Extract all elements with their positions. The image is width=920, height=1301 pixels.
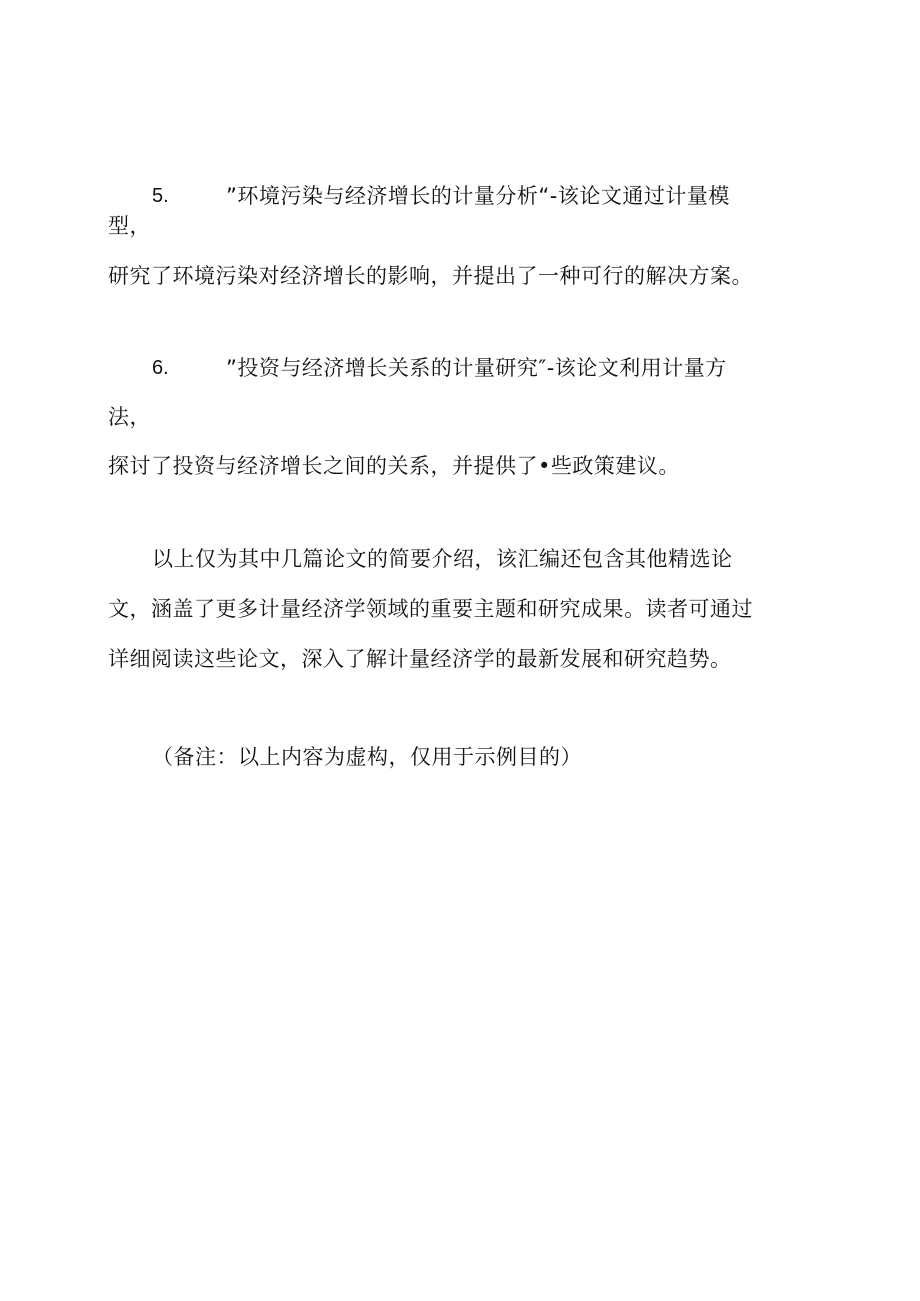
- item-number: 5.: [152, 185, 169, 207]
- summary-paragraph-line: 文，涵盖了更多计量经济学领域的重要主题和研究成果。读者可通过: [108, 597, 753, 621]
- item-title-line: ”投资与经济增长关系的计量研究″-该论文利用计量方: [226, 356, 727, 380]
- item-description: 探讨了投资与经济增长之间的关系，并提供了•些政策建议。: [108, 454, 680, 478]
- summary-paragraph-line: 以上仅为其中几篇论文的简要介绍，该汇编还包含其他精选论: [152, 547, 733, 571]
- item-number: 6.: [152, 357, 169, 379]
- disclaimer-note: （备注：以上内容为虚构，仅用于示例目的）: [152, 745, 582, 769]
- summary-paragraph-line: 详细阅读这些论文，深入了解计量经济学的最新发展和研究趋势。: [108, 647, 732, 671]
- item-description: 研究了环境污染对经济增长的影响，并提出了一种可行的解决方案。: [108, 264, 753, 288]
- item-title-wrap: 法，: [108, 405, 151, 429]
- item-title-line: ”环境污染与经济增长的计量分析“-该论文通过计量模: [226, 184, 730, 208]
- item-title-wrap: 型，: [108, 214, 151, 238]
